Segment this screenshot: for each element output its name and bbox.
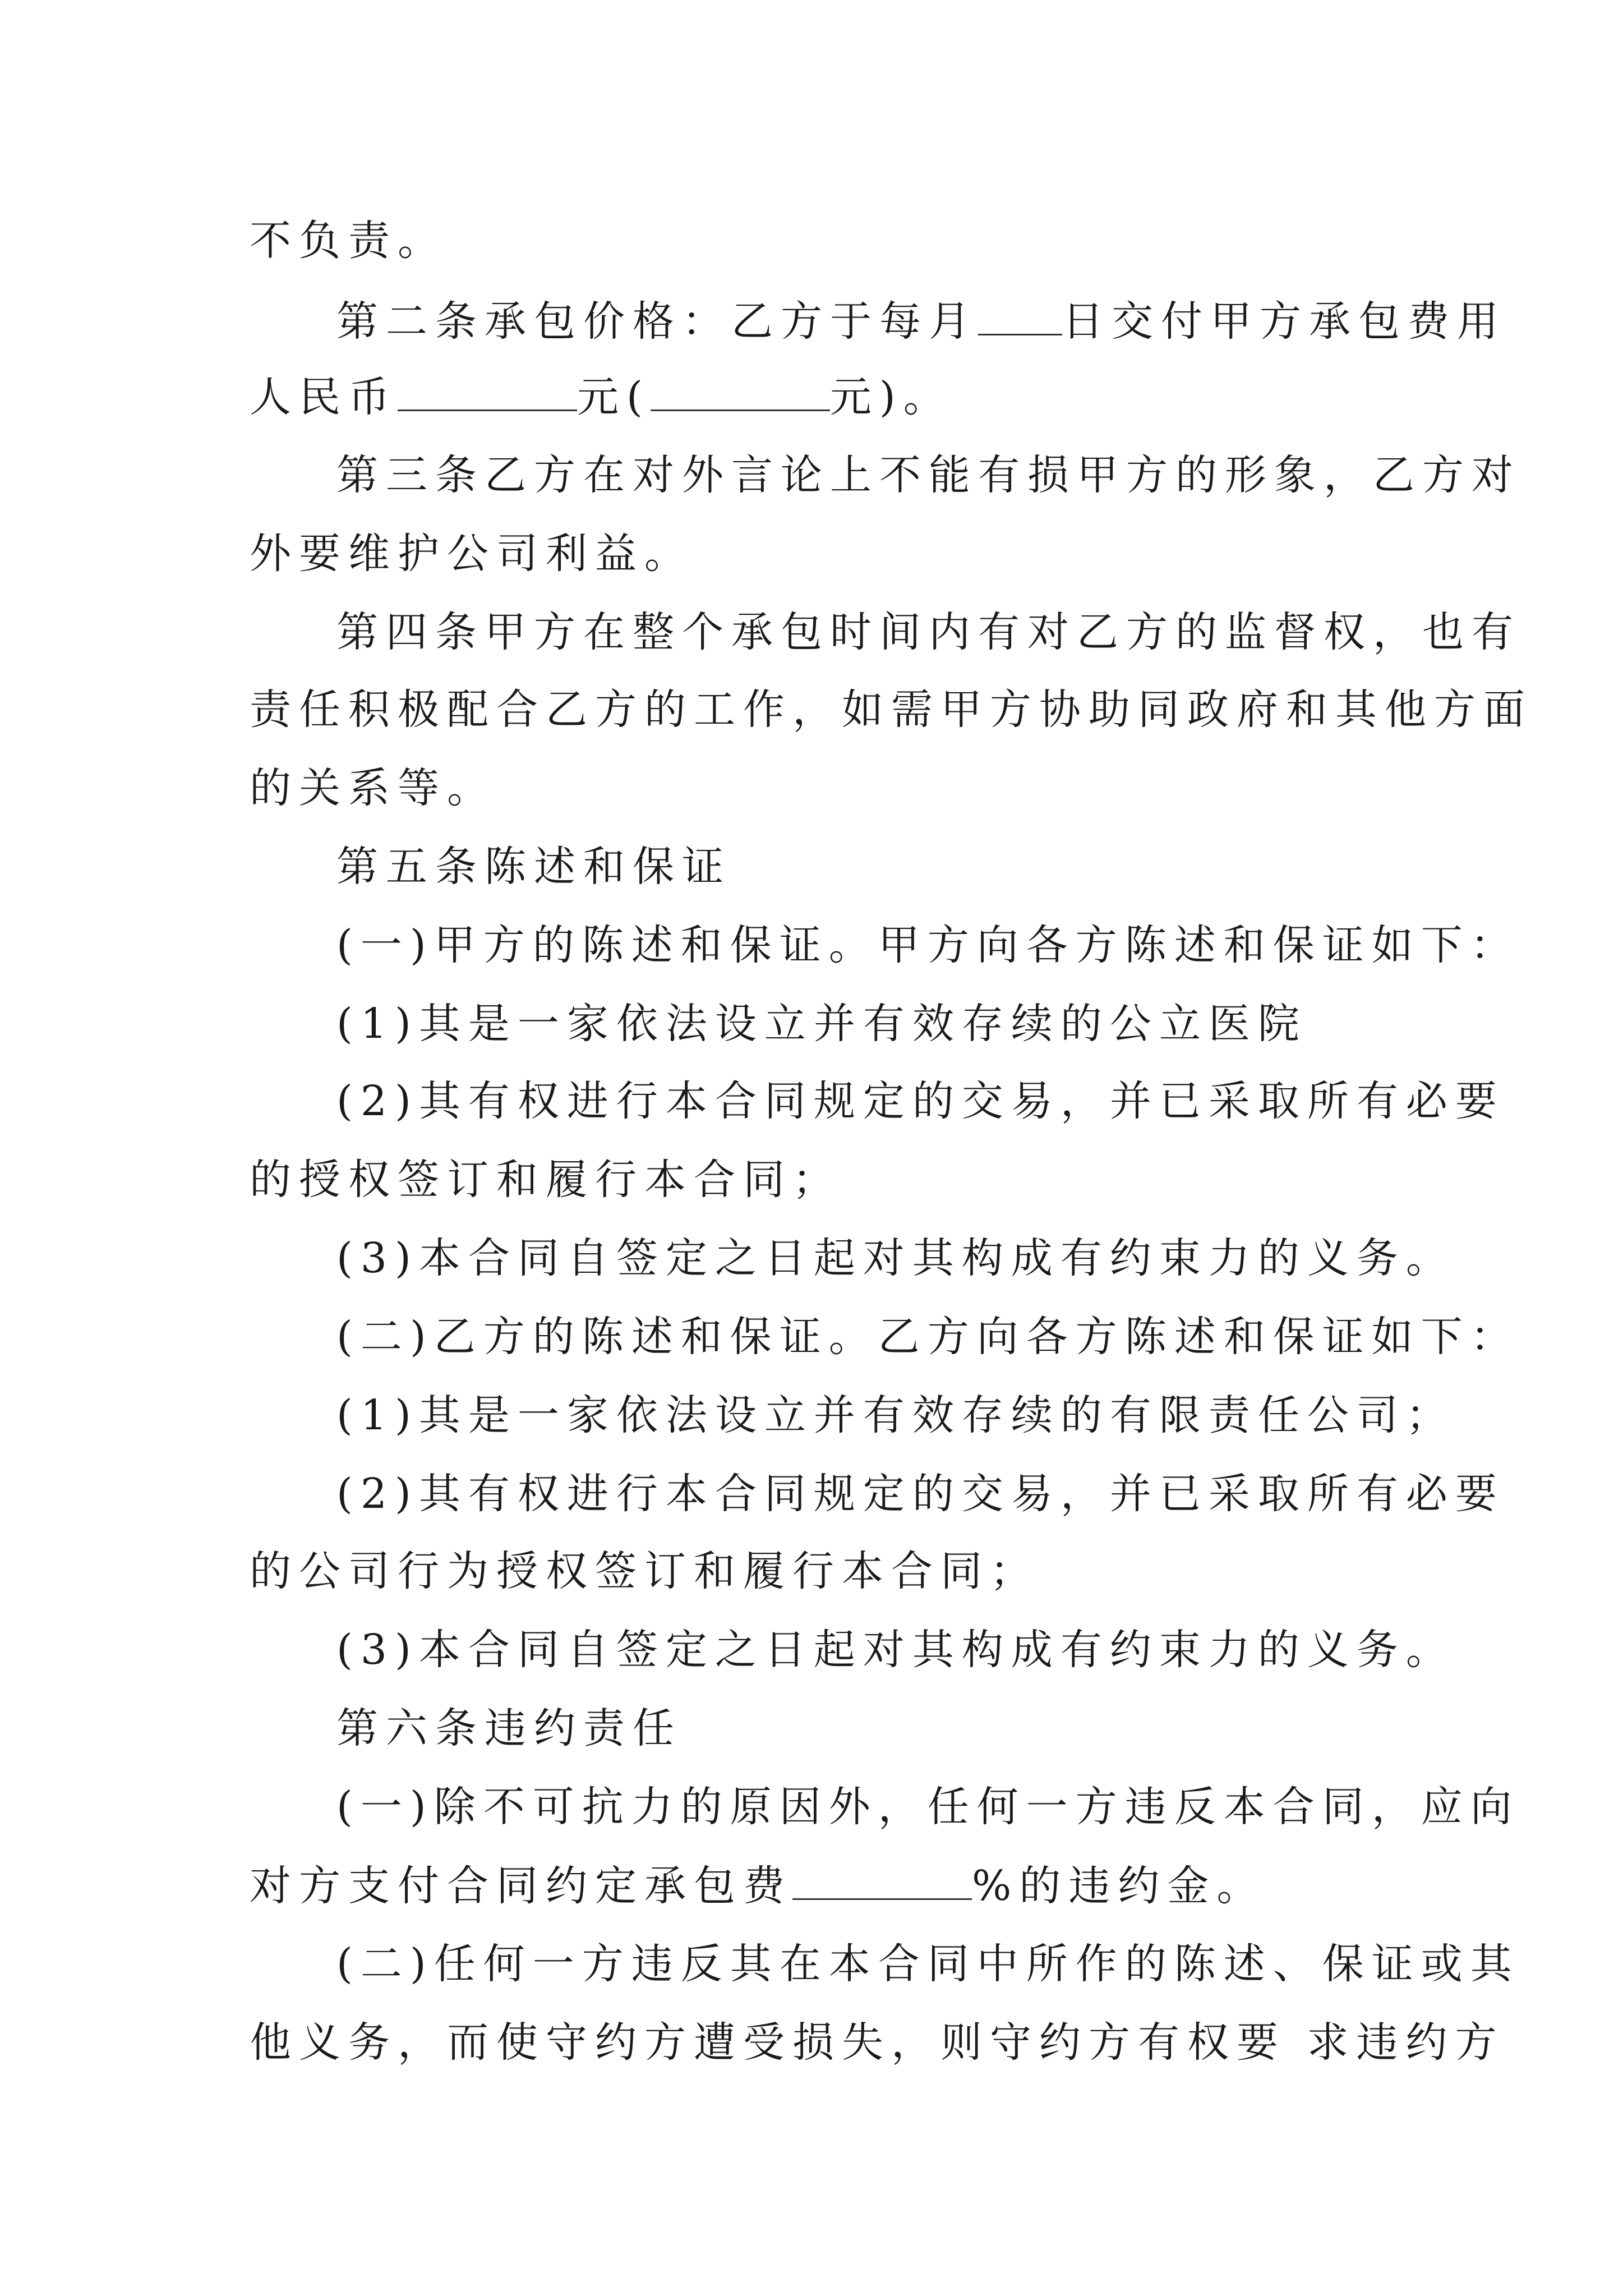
text-line — [336, 1940, 1520, 1988]
text-segment: 不负责。 — [250, 217, 447, 265]
text-segment: 元( — [577, 373, 651, 421]
text-segment: (二)乙方的陈述和保证。乙方向各方陈述和保证如下： — [336, 1313, 1520, 1361]
text-segment: 的公司行为授权签订和履行本合同； — [250, 1547, 1039, 1595]
text-line — [250, 530, 694, 578]
text-line — [250, 373, 953, 421]
text-segment: 第五条陈述和保证 — [336, 843, 731, 891]
text-line — [250, 2018, 1505, 2067]
text-line — [336, 608, 1521, 656]
text-segment: 的授权签订和履行本合同； — [250, 1156, 842, 1204]
text-line — [250, 1547, 1039, 1595]
text-segment: (1)其是一家依法设立并有效存续的公立医院 — [336, 1000, 1307, 1048]
text-line — [336, 1470, 1505, 1518]
fill-in-blank[interactable] — [978, 300, 1062, 335]
text-segment: 对方支付合同约定承包费 — [250, 1862, 792, 1910]
text-segment: 外要维护公司利益。 — [250, 530, 694, 578]
text-line — [250, 217, 447, 265]
text-line — [336, 451, 1521, 499]
text-segment: %的违约金。 — [972, 1862, 1266, 1910]
text-segment: 人民币 — [250, 373, 398, 421]
text-segment: 他义务，而使守约方遭受损失，则守约方有权要 求违约方 — [250, 2018, 1505, 2067]
text-line — [250, 685, 1533, 734]
text-segment: (3)本合同自签定之日起对其构成有约束力的义务。 — [336, 1626, 1455, 1674]
text-line — [250, 1862, 1266, 1910]
section-heading — [336, 843, 731, 891]
text-segment: (一)甲方的陈述和保证。甲方向各方陈述和保证如下： — [336, 921, 1520, 969]
fill-in-blank[interactable] — [398, 376, 577, 411]
text-segment: 日交付甲方承包费用 — [1062, 297, 1506, 346]
text-line — [336, 1077, 1505, 1125]
text-segment: (1)其是一家依法设立并有效存续的有限责任公司； — [336, 1391, 1455, 1439]
text-segment: (3)本合同自签定之日起对其构成有约束力的义务。 — [336, 1234, 1455, 1282]
text-line — [250, 1156, 842, 1204]
text-line — [336, 1626, 1455, 1674]
text-segment: 第四条甲方在整个承包时间内有对乙方的监督权，也有 — [336, 608, 1521, 656]
fill-in-blank[interactable] — [792, 1865, 972, 1900]
text-line — [336, 1313, 1520, 1361]
text-line — [336, 1234, 1455, 1282]
text-segment: 责任积极配合乙方的工作，如需甲方协助同政府和其他方面 — [250, 685, 1533, 734]
text-line — [336, 297, 1506, 346]
text-line — [336, 1783, 1520, 1831]
text-segment: 的关系等。 — [250, 764, 496, 812]
text-segment: (2)其有权进行本合同规定的交易，并已采取所有必要 — [336, 1470, 1505, 1518]
text-segment: 元)。 — [829, 373, 953, 421]
text-segment: 第六条违约责任 — [336, 1704, 682, 1752]
text-line — [336, 1391, 1455, 1439]
text-line — [250, 764, 496, 812]
text-segment: (二)任何一方违反其在本合同中所作的陈述、保证或其 — [336, 1940, 1520, 1988]
text-segment: (2)其有权进行本合同规定的交易，并已采取所有必要 — [336, 1077, 1505, 1125]
fill-in-blank[interactable] — [651, 376, 830, 411]
text-segment: (一)除不可抗力的原因外，任何一方违反本合同，应向 — [336, 1783, 1520, 1831]
text-segment: 第三条乙方在对外言论上不能有损甲方的形象，乙方对 — [336, 451, 1521, 499]
text-line — [336, 1000, 1307, 1048]
text-line — [336, 921, 1520, 969]
text-segment: 第二条承包价格：乙方于每月 — [336, 297, 978, 346]
section-heading — [336, 1704, 682, 1752]
